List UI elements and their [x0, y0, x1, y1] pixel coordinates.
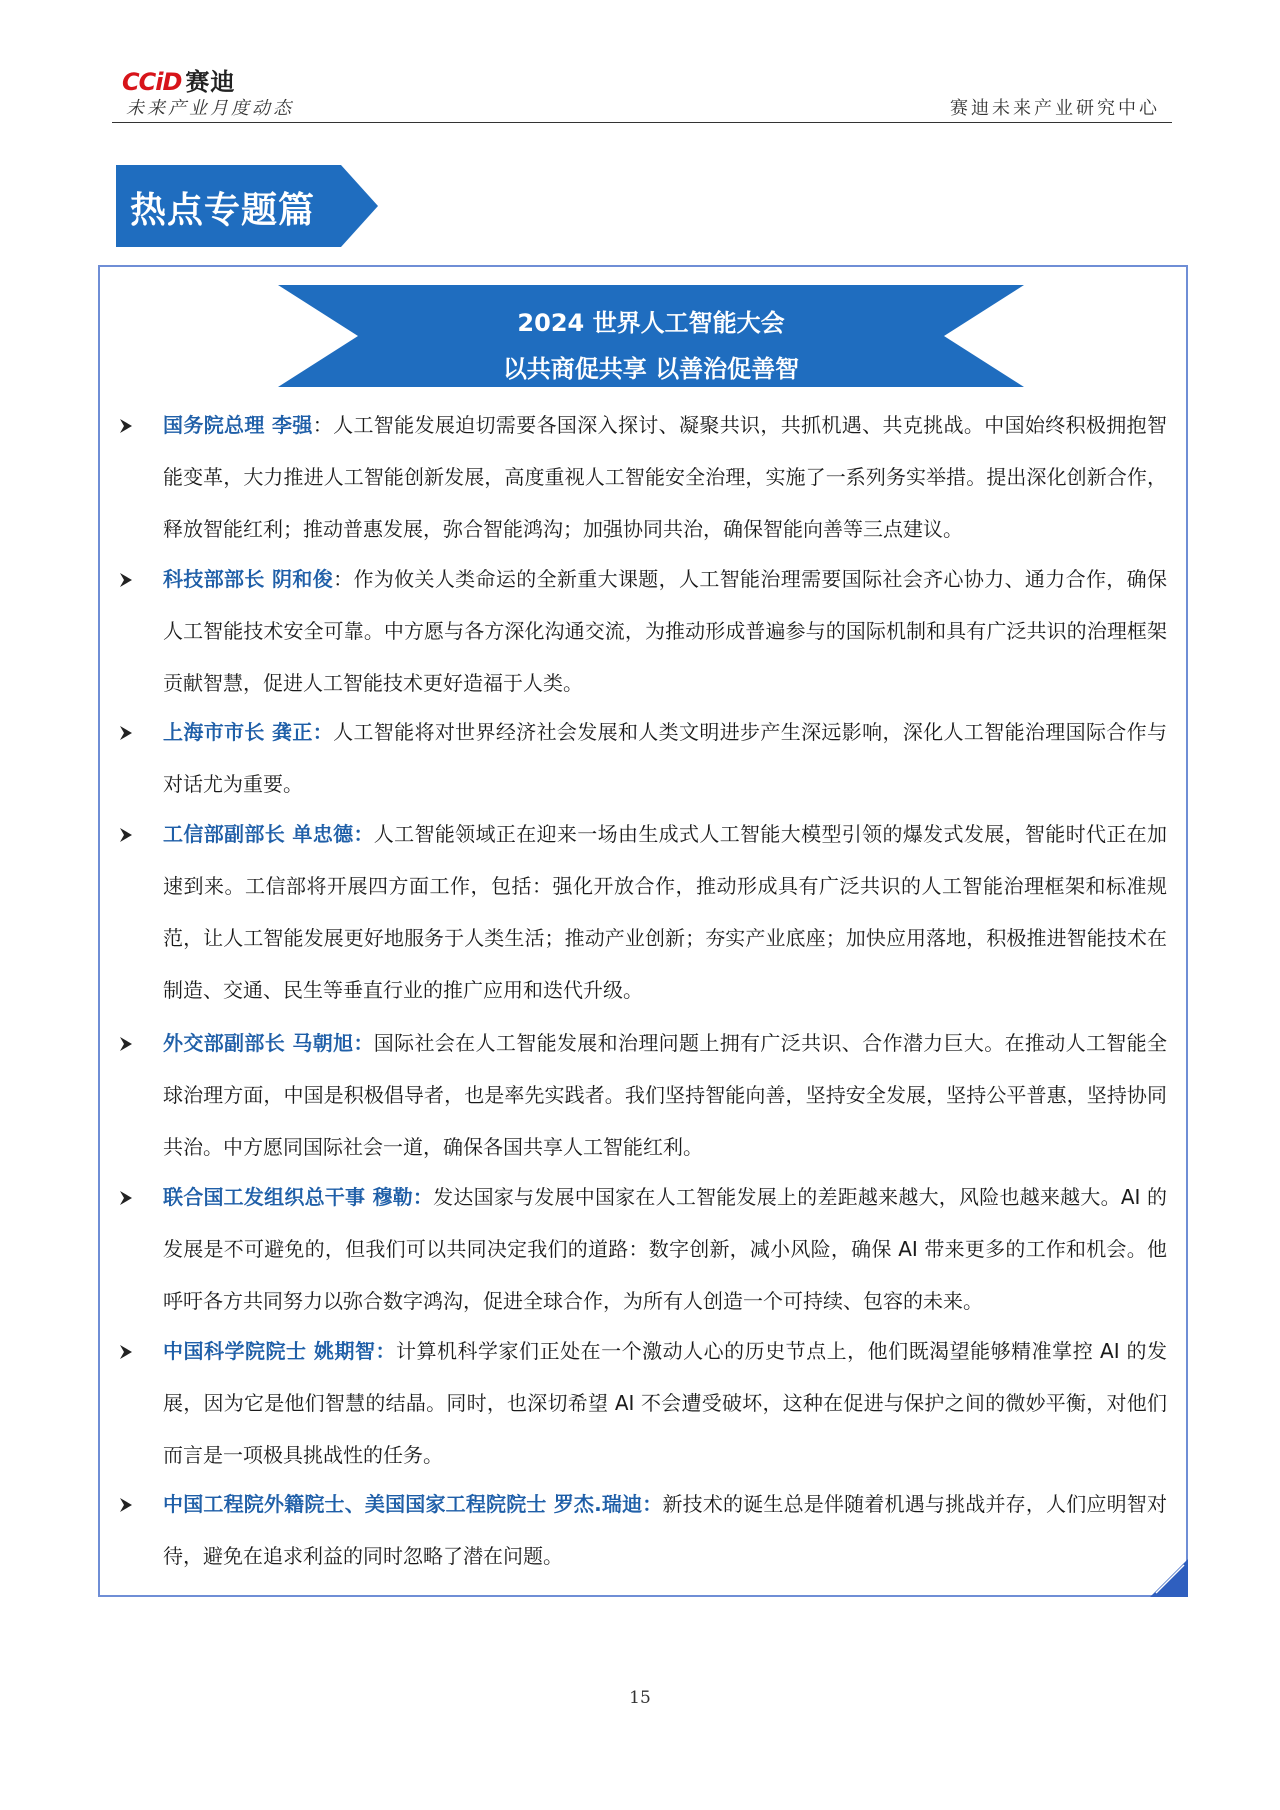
- item-text: [163, 1171, 1167, 1327]
- section-banner: [116, 165, 378, 247]
- quote-text: ：作为攸关人类命运的全新重大课题，人工智能治理需要国际社会齐心协力、通力合作，确保人工智能技术安全可靠。中方愿与各方深化沟通交流，为推动形成普遍参与的国际机制和具有广泛共识的治理框架贡献智慧，促进人工智能技术更好造福于人类。: [163, 567, 1167, 695]
- ribbon-title-line1: 2024 世界人工智能大会: [517, 309, 785, 337]
- item-text: [163, 1478, 1167, 1582]
- logo-cn: 赛迪: [185, 68, 236, 96]
- item-text: [163, 1017, 1167, 1173]
- arrow-bullet-icon: [120, 1345, 132, 1359]
- item-text: [163, 706, 1167, 810]
- panel-corner-decoration: [1150, 1559, 1188, 1597]
- title-ribbon: [278, 285, 1024, 387]
- page-number: 15: [629, 1688, 651, 1708]
- header-divider: [112, 122, 1172, 123]
- quote-text: 人工智能将对世界经济社会发展和人类文明进步产生深远影响，深化人工智能治理国际合作与对话尤为重要。: [163, 720, 1167, 796]
- quote-text: ：人工智能发展迫切需要各国深入探讨、凝聚共识，共抓机遇、共克挑战。中国始终积极拥抱智能变革，大力推进人工智能创新发展，高度重视人工智能安全治理，实施了一系列务实举措。提出深化创新合作，释放智能红利；推动普惠发展，弥合智能鸿沟；加强协同共治，确保智能向善等三点建议。: [163, 413, 1168, 541]
- content-panel: [98, 265, 1188, 1597]
- arrow-bullet-icon: [120, 1191, 132, 1205]
- item-text: [163, 808, 1167, 1016]
- arrow-bullet-icon: [120, 1498, 132, 1512]
- ccid-logo: [122, 62, 235, 97]
- speaker-name: 工信部副部长 单忠德：: [163, 822, 374, 846]
- page-header: [112, 58, 1172, 122]
- quote-text: 人工智能领域正在迎来一场由生成式人工智能大模型引领的爆发式发展，智能时代正在加速到来。工信部将开展四方面工作，包括：强化开放合作，推动形成具有广泛共识的人工智能治理框架和标准规范，让人工智能发展更好地服务于人类生活；推动产业创新；夯实产业底座；加快应用落地，积极推进智能技术在制造、交通、民生等垂直行业的推广应用和迭代升级。: [163, 822, 1168, 1002]
- speaker-name: 中国科学院院士 姚期智：: [163, 1339, 397, 1363]
- arrow-bullet-icon: [120, 726, 132, 740]
- ribbon-title-line2: 以共商促共享 以善治促善智: [502, 355, 800, 383]
- speaker-name: 中国工程院外籍院士、美国国家工程院院士 罗杰.瑞迪：: [163, 1492, 663, 1516]
- header-left-title: 未来产业月度动态: [126, 98, 294, 119]
- section-title: 热点专题篇: [130, 190, 316, 231]
- arrow-bullet-icon: [120, 419, 132, 433]
- quote-text: 国际社会在人工智能发展和治理问题上拥有广泛共识、合作潜力巨大。在推动人工智能全球治理方面，中国是积极倡导者，也是率先实践者。我们坚持智能向善，坚持安全发展，坚持公平普惠，坚持协同共治。中方愿同国际社会一道，确保各国共享人工智能红利。: [163, 1031, 1168, 1159]
- logo-latin: CCiD: [122, 68, 182, 96]
- quote-text: 新技术的诞生总是伴随着机遇与挑战并存，人们应明智对待，避免在追求利益的同时忽略了潜在问题。: [163, 1492, 1167, 1568]
- item-text: [163, 399, 1167, 555]
- quote-text: 发达国家与发展中国家在人工智能发展上的差距越来越大，风险也越来越大。AI 的发展是不可避免的，但我们可以共同决定我们的道路：数字创新，减小风险，确保 AI 带来更多的工作和机会。他呼吁各方共同努力以弥合数字鸿沟，促进全球合作，为所有人创造一个可持续、包容的未来。: [163, 1185, 1168, 1313]
- arrow-bullet-icon: [120, 1037, 132, 1051]
- speaker-name: 外交部副部长 马朝旭：: [163, 1031, 374, 1055]
- header-right-title: 赛迪未来产业研究中心: [950, 98, 1160, 119]
- arrow-bullet-icon: [120, 573, 132, 587]
- speaker-name: 科技部部长 阴和俊: [163, 567, 334, 591]
- item-text: [163, 1325, 1167, 1481]
- speaker-name: 联合国工发组织总干事 穆勒：: [163, 1185, 434, 1209]
- arrow-bullet-icon: [120, 828, 132, 842]
- item-text: [163, 553, 1167, 709]
- speaker-name: 国务院总理 李强: [163, 413, 313, 437]
- speaker-name: 上海市市长 龚正：: [163, 720, 334, 744]
- quote-text: 计算机科学家们正处在一个激动人心的历史节点上，他们既渴望能够精准掌控 AI 的发展，因为它是他们智慧的结晶。同时，也深切希望 AI 不会遭受破坏，这种在促进与保护之间的微妙平衡，对他们而言是一项极具挑战性的任务。: [163, 1339, 1168, 1467]
